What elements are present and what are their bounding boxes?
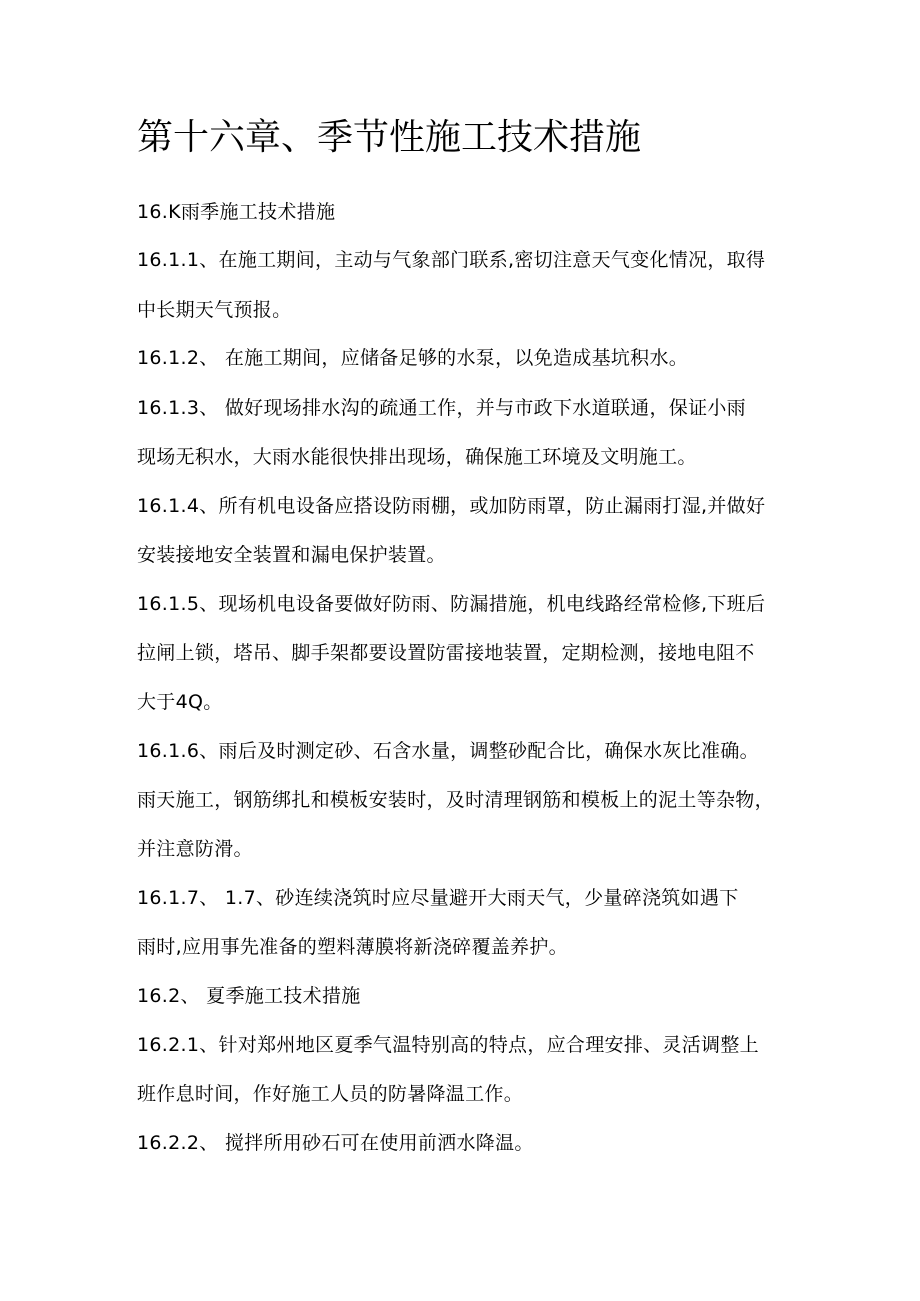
paragraph-line: 安装接地安全装置和漏电保护装置。 — [137, 544, 446, 566]
paragraph-line: 16.2.2、 搅拌所用砂石可在使用前洒水降温。 — [137, 1132, 534, 1154]
paragraph-line: 雨天施工，钢筋绑扎和模板安装时，及时清理钢筋和模板上的泥土等杂物， — [137, 789, 774, 811]
paragraph-line: 雨时,应用事先准备的塑料薄膜将新浇碎覆盖养护。 — [137, 936, 568, 958]
paragraph-line: 大于4Q。 — [137, 691, 223, 713]
paragraph-line: 16.1.2、 在施工期间，应储备足够的水泵，以免造成基坑积水。 — [137, 347, 689, 369]
paragraph-line: 16.1.6、雨后及时测定砂、石含水量，调整砂配合比，确保水灰比准确。 — [137, 740, 759, 762]
paragraph-line: 中长期天气预报。 — [137, 299, 292, 321]
paragraph-line: 16.1.3、 做好现场排水沟的疏通工作，并与市政下水道联通，保证小雨 — [137, 397, 746, 419]
paragraph-line: 16.1.5、现场机电设备要做好防雨、防漏措施，机电线路经常检修,下班后 — [137, 593, 766, 615]
paragraph-line: 拉闸上锁，塔吊、脚手架都要设置防雷接地装置，定期检测，接地电阻不 — [137, 642, 755, 664]
section-heading: 16.2、 夏季施工技术措施 — [137, 985, 361, 1007]
paragraph-line: 班作息时间，作好施工人员的防暑降温工作。 — [137, 1083, 524, 1105]
paragraph-line: 16.1.1、在施工期间，主动与气象部门联系,密切注意天气变化情况，取得 — [137, 249, 766, 271]
paragraph-line: 16.2.1、针对郑州地区夏季气温特别高的特点，应合理安排、灵活调整上 — [137, 1034, 759, 1056]
chapter-title: 第十六章、季节性施工技术措施 — [137, 117, 642, 158]
paragraph-line: 16.1.7、 1.7、砂连续浇筑时应尽量避开大雨天气，少量碎浇筑如遇下 — [137, 887, 739, 909]
paragraph-line: 现场无积水，大雨水能很快排出现场，确保施工环境及文明施工。 — [137, 446, 697, 468]
paragraph-line: 并注意防滑。 — [137, 838, 253, 860]
paragraph-line: 16.1.4、所有机电设备应搭设防雨棚，或加防雨罩，防止漏雨打湿,并做好 — [137, 495, 766, 517]
section-heading: 16.K雨季施工技术措施 — [137, 201, 336, 223]
